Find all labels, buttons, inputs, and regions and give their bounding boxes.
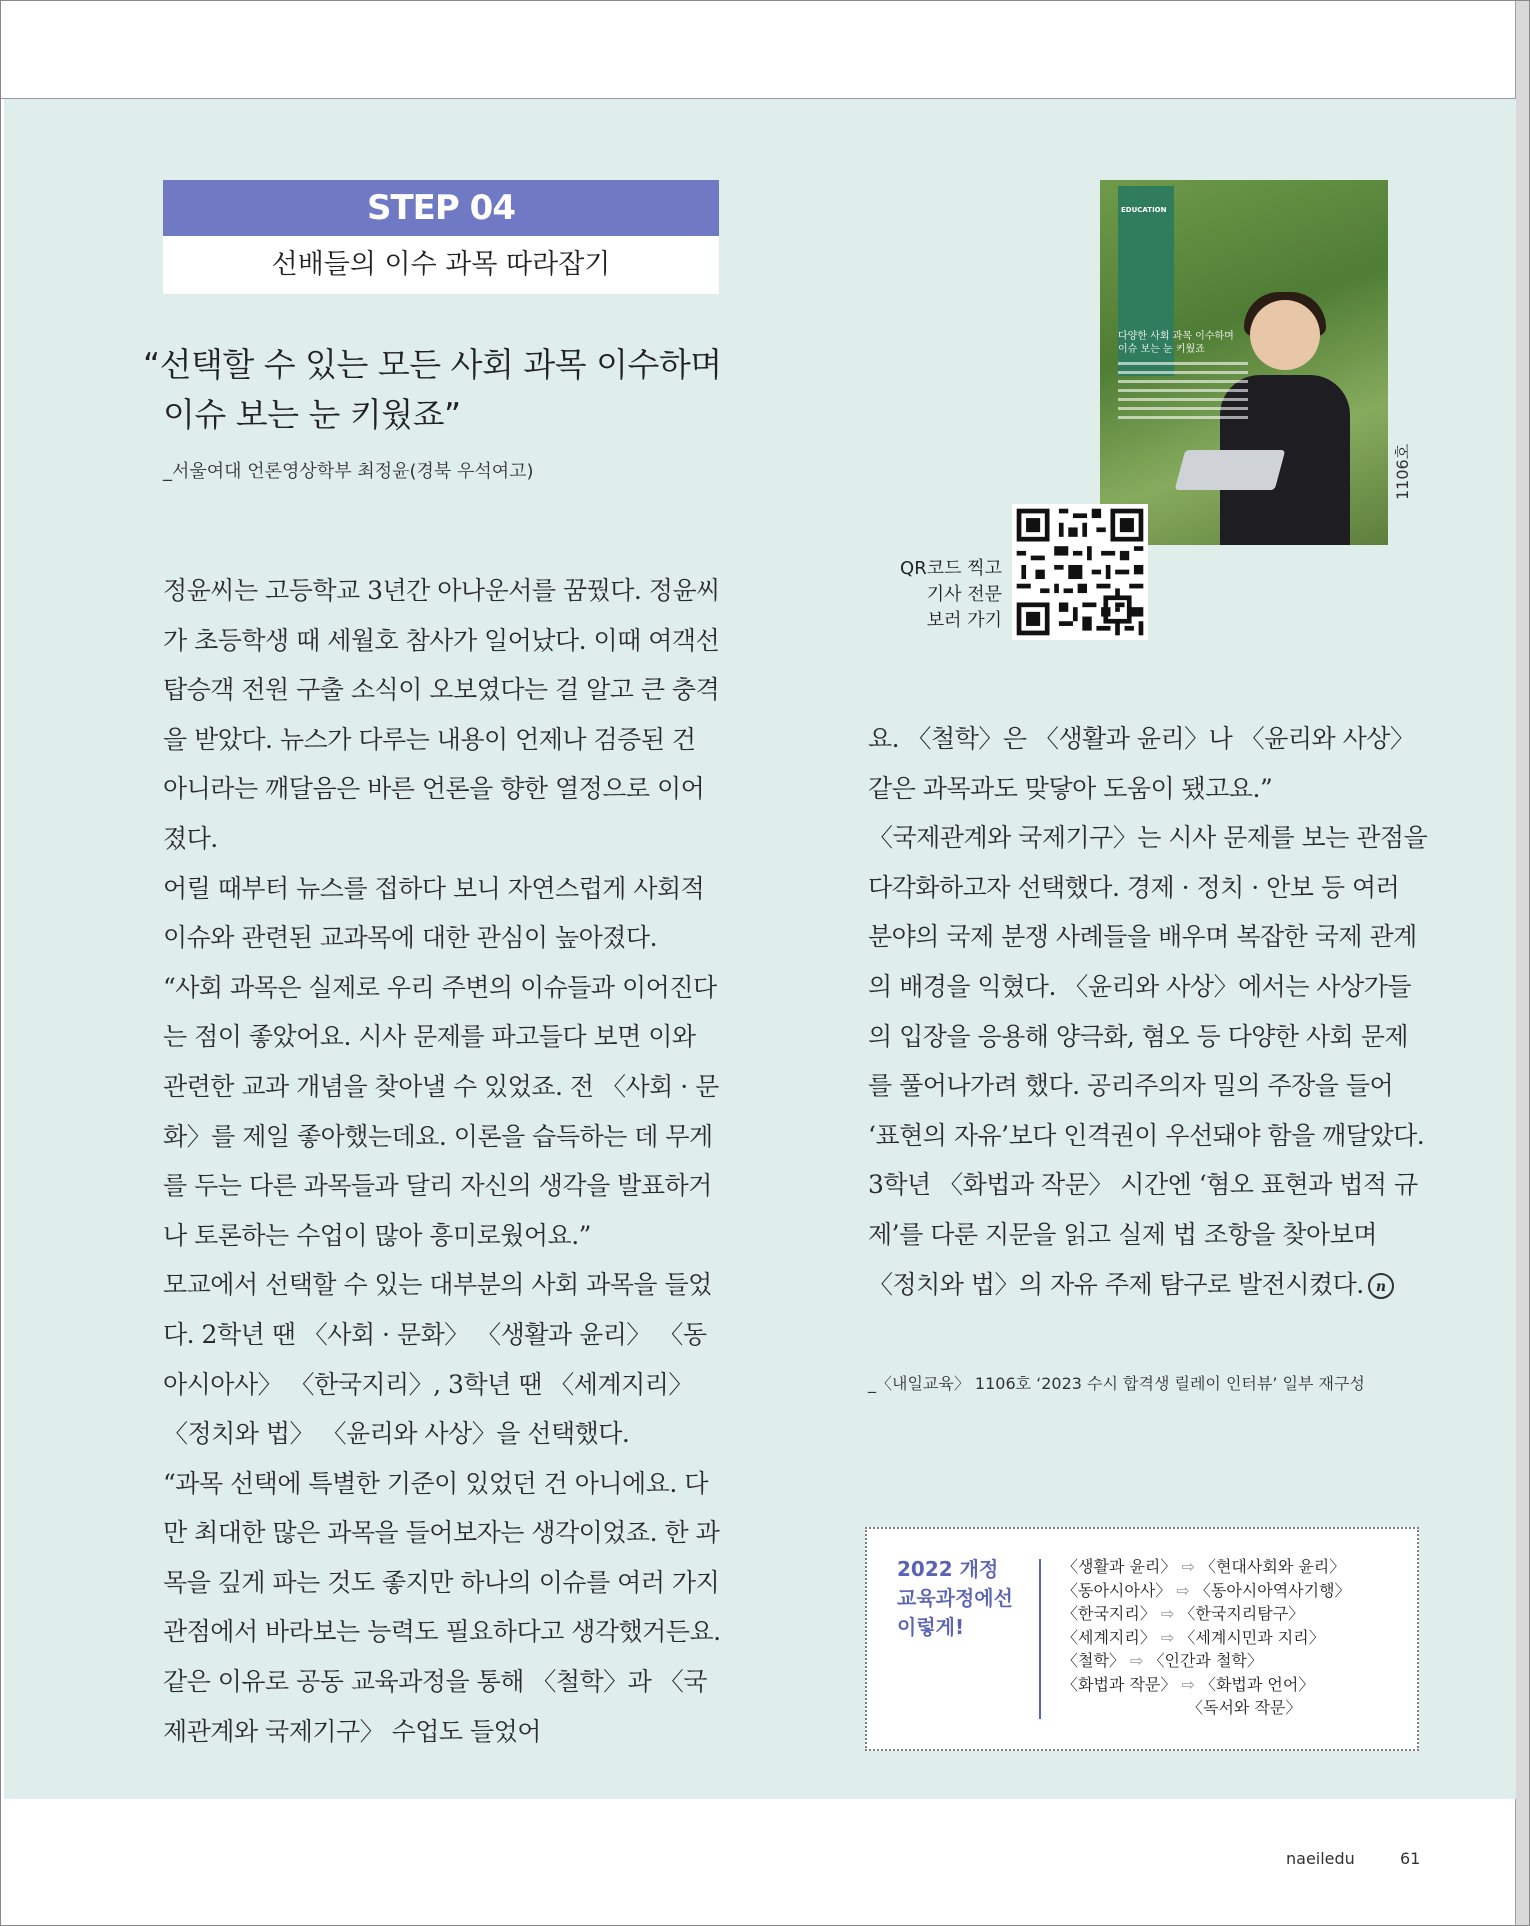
article-headline — [143, 340, 763, 440]
new-subject: 〈현대사회와 윤리〉 — [1199, 1557, 1346, 1576]
page-edge — [1515, 0, 1530, 1926]
paragraph: “사회 과목은 실제로 우리 주변의 이슈들과 이어진다는 점이 좋았어요. 시사 문제를 파고들다 보면 이와 관련한 교과 개념을 찾아낼 수 있었죠. 전 〈사회 · 문화〉를 제일 좋아했는데요. 이론을 습득하는 데 무게를 두는 다른 과목들과 달리 자신의 생각을 발표하거나 토론하는 수업이 많아 흥미로웠어요.” — [163, 972, 719, 1250]
step-banner — [163, 180, 719, 294]
cover-issue-number: 1106호 — [1393, 443, 1412, 500]
list-item: 〈독서와 작문〉 — [1187, 1698, 1302, 1717]
info-box-title — [897, 1555, 1037, 1642]
cover-laptop — [1175, 450, 1286, 490]
list-item — [1062, 1673, 1402, 1697]
paragraph: “과목 선택에 특별한 기준이 있었던 건 아니에요. 다만 최대한 많은 과목을 들어보자는 생각이었죠. 한 과목을 깊게 파는 것도 좋지만 하나의 이슈를 여러 가지 관점에서 바라보는 능력도 필요하다고 생각했거든요. 같은 이유로 공동 교육과정을 통해 〈철학〉과 〈국제관계와 국제기구〉 수업도 들었어 — [163, 1468, 721, 1746]
qr-caption-line: 기사 전문 — [926, 584, 1002, 605]
list-item — [1062, 1555, 1402, 1579]
new-subject: 〈세계시민과 지리〉 — [1179, 1627, 1325, 1647]
qr-caption-line: 보러 가기 — [926, 610, 1002, 631]
list-item — [1062, 1626, 1402, 1650]
paragraph: 모교에서 선택할 수 있는 대부분의 사회 과목을 들었다. 2학년 땐 〈사회 · 문화〉 〈생활과 윤리〉 〈동아시아사〉 〈한국지리〉, 3학년 땐 〈세계지리〉 〈정치와 법〉 〈윤리와 사상〉을 선택했다. — [163, 1270, 712, 1449]
list-item — [1062, 1602, 1402, 1626]
paragraph: 요. 〈철학〉은 〈생활과 윤리〉나 〈윤리와 사상〉 같은 과목과도 맞닿아 도움이 됐고요.” — [868, 724, 1415, 803]
top-margin — [0, 0, 1516, 99]
info-title-line: 교육과정에선 — [897, 1586, 1013, 1610]
arrow-right-icon: ⇨ — [1130, 1651, 1144, 1670]
list-item — [1062, 1649, 1402, 1673]
step-subtitle: 선배들의 이수 과목 따라잡기 — [163, 236, 719, 294]
qr-code[interactable] — [1012, 504, 1148, 640]
paragraph: 정윤씨는 고등학교 3년간 아나운서를 꿈꿨다. 정윤씨가 초등학생 때 세월호 참사가 일어났다. 이때 여객선 탑승객 전원 구출 소식이 오보였다는 걸 알고 큰 충격을 받았다. 뉴스가 다루는 내용이 언제나 검증된 건 아니라는 깨달음은 바른 언론을 향한 열정으로 이어졌다. — [163, 576, 720, 853]
old-subject: 〈세계지리〉 — [1062, 1627, 1156, 1647]
new-subject: 〈화법과 언어〉 — [1199, 1674, 1315, 1694]
new-subject: 〈동아시아역사기행〉 — [1194, 1580, 1351, 1600]
cover-title-line-1: 다양한 사회 과목 이수하며 — [1118, 331, 1234, 342]
headline-line-2: 이슈 보는 눈 키웠죠” — [163, 395, 461, 434]
end-mark-icon: n — [1368, 1273, 1394, 1299]
old-subject: 〈철학〉 — [1062, 1651, 1125, 1670]
body-column-right — [868, 714, 1428, 1309]
body-column-left — [163, 566, 723, 1756]
arrow-right-icon: ⇨ — [1181, 1557, 1195, 1576]
qr-caption — [880, 556, 1002, 634]
curriculum-change-list — [1062, 1555, 1402, 1720]
info-title-line: 2022 개정 — [897, 1557, 999, 1581]
old-subject: 〈동아시아사〉 — [1062, 1580, 1172, 1600]
old-subject: 〈화법과 작문〉 — [1062, 1674, 1177, 1694]
reconstruct-note: _〈내일교육〉 1106호 ‘2023 수시 합격생 릴레이 인터뷰’ 일부 재구성 — [868, 1374, 1365, 1393]
qr-caption-line: QR코드 찍고 — [900, 558, 1002, 579]
headline-line-1: “선택할 수 있는 모든 사회 과목 이수하며 — [143, 345, 722, 384]
paragraph — [868, 813, 1428, 1309]
arrow-right-icon: ⇨ — [1176, 1580, 1190, 1600]
curriculum-info-box — [865, 1527, 1419, 1751]
paragraph-text: 〈국제관계와 국제기구〉는 시사 문제를 보는 관점을 다각화하고자 선택했다. 경제 · 정치 · 안보 등 여러 분야의 국제 분쟁 사례들을 배우며 복잡한 국제 관계의 배경을 익혔다. 〈윤리와 사상〉에서는 사상가들의 입장을 응용해 양극화, 혐오 등 다양한 사회 문제를 풀어나가려 했다. 공리주의자 밀의 주장을 들어 ‘표현의 자유’보다 인격권이 우선돼야 함을 깨달았다. 3학년 〈화법과 작문〉 시간엔 ‘혐오 표현과 법적 규제’를 다룬 지문을 읽고 실제 법 조항을 찾아보며 〈정치와 법〉의 자유 주제 탐구로 발전시켰다. — [868, 823, 1428, 1299]
list-item — [1062, 1579, 1402, 1603]
new-subject: 〈인간과 철학〉 — [1148, 1651, 1263, 1670]
arrow-right-icon: ⇨ — [1160, 1604, 1175, 1623]
cover-band-label: EDUCATION — [1121, 206, 1167, 214]
qr-code-icon — [1012, 504, 1148, 640]
arrow-right-icon: ⇨ — [1181, 1674, 1195, 1694]
old-subject: 〈생활과 윤리〉 — [1062, 1557, 1177, 1576]
magazine-cover-image — [1100, 180, 1388, 545]
old-subject: 〈한국지리〉 — [1062, 1604, 1156, 1623]
cover-title — [1118, 330, 1268, 356]
info-divider — [1039, 1559, 1041, 1719]
arrow-right-icon: ⇨ — [1160, 1627, 1175, 1647]
cover-title-line-2: 이슈 보는 눈 키웠죠 — [1118, 344, 1205, 355]
new-subject: 〈한국지리탐구〉 — [1179, 1604, 1305, 1623]
step-label: STEP 04 — [163, 180, 719, 236]
page-number: 61 — [1400, 1849, 1421, 1868]
info-title-line: 이렇게! — [897, 1615, 965, 1639]
footer-brand: naeiledu — [1286, 1849, 1355, 1868]
interviewee-source: _서울여대 언론영상학부 최정윤(경북 우석여고) — [163, 461, 534, 482]
cover-text-lines — [1118, 362, 1248, 425]
paragraph: 어릴 때부터 뉴스를 접하다 보니 자연스럽게 사회적 이슈와 관련된 교과목에 대한 관심이 높아졌다. — [163, 873, 705, 953]
